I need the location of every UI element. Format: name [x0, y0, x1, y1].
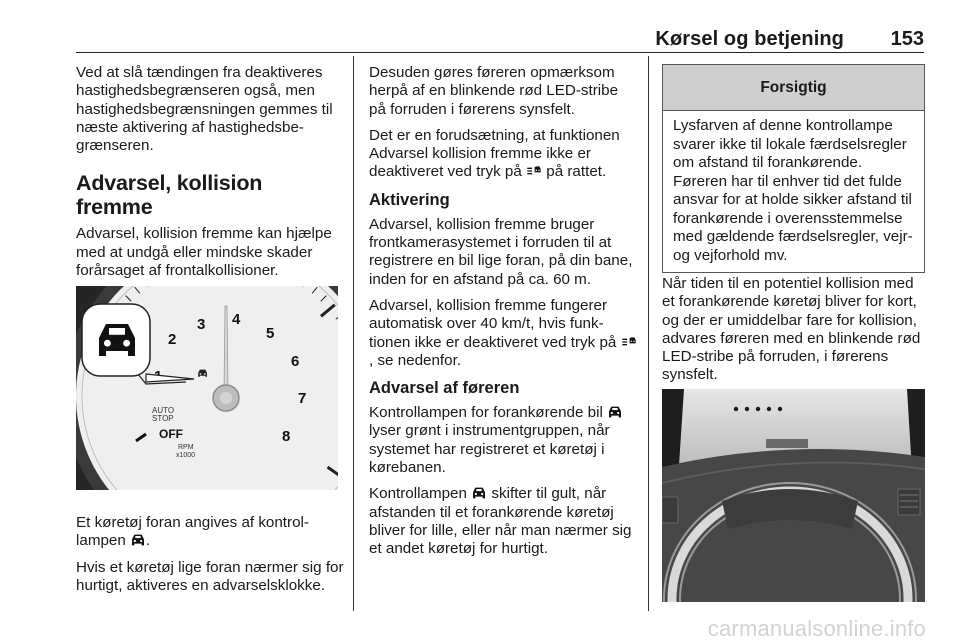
auto-stop-label: STOP: [152, 414, 174, 423]
paragraph: Desuden gøres føreren opmærksom herpå af en blinkende rød LED-stribe på forruden i førerens synsfelt.: [369, 64, 619, 118]
paragraph-text: Et køretøj foran angives af kontrollampen: [76, 514, 309, 550]
windshield-led-figure: [662, 389, 925, 602]
paragraph: [76, 514, 344, 551]
car-indicator-icon: [607, 405, 623, 419]
tick-label: 7: [298, 390, 307, 407]
tick-label: 2: [168, 331, 177, 348]
warning-box: [662, 64, 925, 273]
paragraph-text: Kontrollampen: [369, 485, 467, 503]
paragraph-text: .: [146, 532, 151, 550]
section-heading: Advarsel, kollision fremme: [76, 171, 263, 220]
paragraph-text: skifter til gult, når afstanden til et forankørende køretøj bliver for lille, eller når man nærmer sig et andet køretøj for hurtigt.: [369, 485, 632, 558]
paragraph: Ved at slå tændingen fra deaktiveres hastighedsbegrænseren også, men hastighedsbegrænsningen gemmes til næste aktivering af hastighedsbegrænseren.: [76, 64, 333, 155]
tick-label: 3: [197, 316, 206, 333]
paragraph: [369, 297, 637, 370]
paragraph: [369, 127, 637, 182]
distance-button-icon: [621, 335, 637, 349]
paragraph: Når tiden til en potentiel kollision med et forankørende køretøj bliver for kort, og der er umiddelbar fare for kollision, advares føreren med en blinkende rød LED-stribe på forruden, i førerens synsfelt.: [662, 275, 921, 384]
chapter-title: Kørsel og betjening: [655, 28, 844, 50]
rpm-label: RPM: [178, 444, 194, 451]
column-3-text: [662, 275, 925, 385]
subsection-heading: Aktivering: [369, 190, 450, 209]
paragraph-text: Kontrollampen for forankørende bil: [369, 404, 603, 422]
tick-label: 6: [291, 353, 300, 370]
tick-label: 4: [232, 311, 241, 328]
auto-stop-label: AUTO: [152, 406, 175, 415]
watermark: carmanualsonline.info: [707, 616, 926, 641]
paragraph-text: , se nedenfor.: [369, 351, 462, 369]
paragraph: [369, 404, 637, 477]
page-number: 153: [890, 28, 924, 50]
page-header: [76, 22, 924, 53]
warning-title: Forsigtig: [663, 65, 924, 111]
paragraph: Advarsel, kollision fremme kan hjælpe med at undgå eller mindske skader forårsaget af frontalkollisioner.: [76, 225, 332, 280]
column-divider-left: [353, 56, 354, 611]
tick-label: 8: [282, 428, 291, 445]
paragraph-text: lyser grønt i instrumentgruppen, når systemet har registreret et køretøj i kørebanen.: [369, 422, 610, 477]
paragraph-text: på rattet.: [546, 163, 607, 181]
column-divider-right: [648, 56, 649, 611]
paragraph-text: Advarsel, kollision fremme fungerer automatisk over 40 km/t, hvis funktionen ikke er deaktiveret ved tryk på: [369, 296, 617, 351]
car-indicator-icon: [471, 486, 487, 500]
tick-label: 5: [266, 325, 275, 342]
paragraph: Hvis et køretøj lige foran nærmer sig for hurtigt, aktiveres en advarselsklokke.: [76, 558, 344, 594]
column-1: [76, 64, 344, 288]
paragraph-text: Det er en forudsætning, at funktionen Advarsel kollision fremme ikke er deaktiveret ved tryk på: [369, 126, 620, 181]
car-indicator-icon: [130, 533, 146, 547]
paragraph: Advarsel, kollision fremme bruger frontkamerasystemet i forruden til at registrere en bil lige foran, på din bane, inden for en afstand på ca. 60 m.: [369, 215, 633, 288]
distance-button-icon: [526, 164, 542, 178]
column-1-lower: [76, 514, 344, 603]
subsection-heading: Advarsel af føreren: [369, 379, 520, 398]
rpm-label: x1000: [176, 452, 196, 459]
off-label: OFF: [159, 427, 183, 441]
warning-body: Lysfarven af denne kontrollampe svarer ikke til lokale færdselsregler om afstand til forankørende. Føreren har til enhver tid det fulde ansvar for at holde sikker afstand til forankørende i overensstemmelse med gældende færdselsregler, vejr- og vejforhold mv.: [673, 117, 913, 264]
column-2: [369, 64, 637, 567]
instrument-cluster-figure: [76, 286, 338, 490]
paragraph: [369, 485, 637, 558]
